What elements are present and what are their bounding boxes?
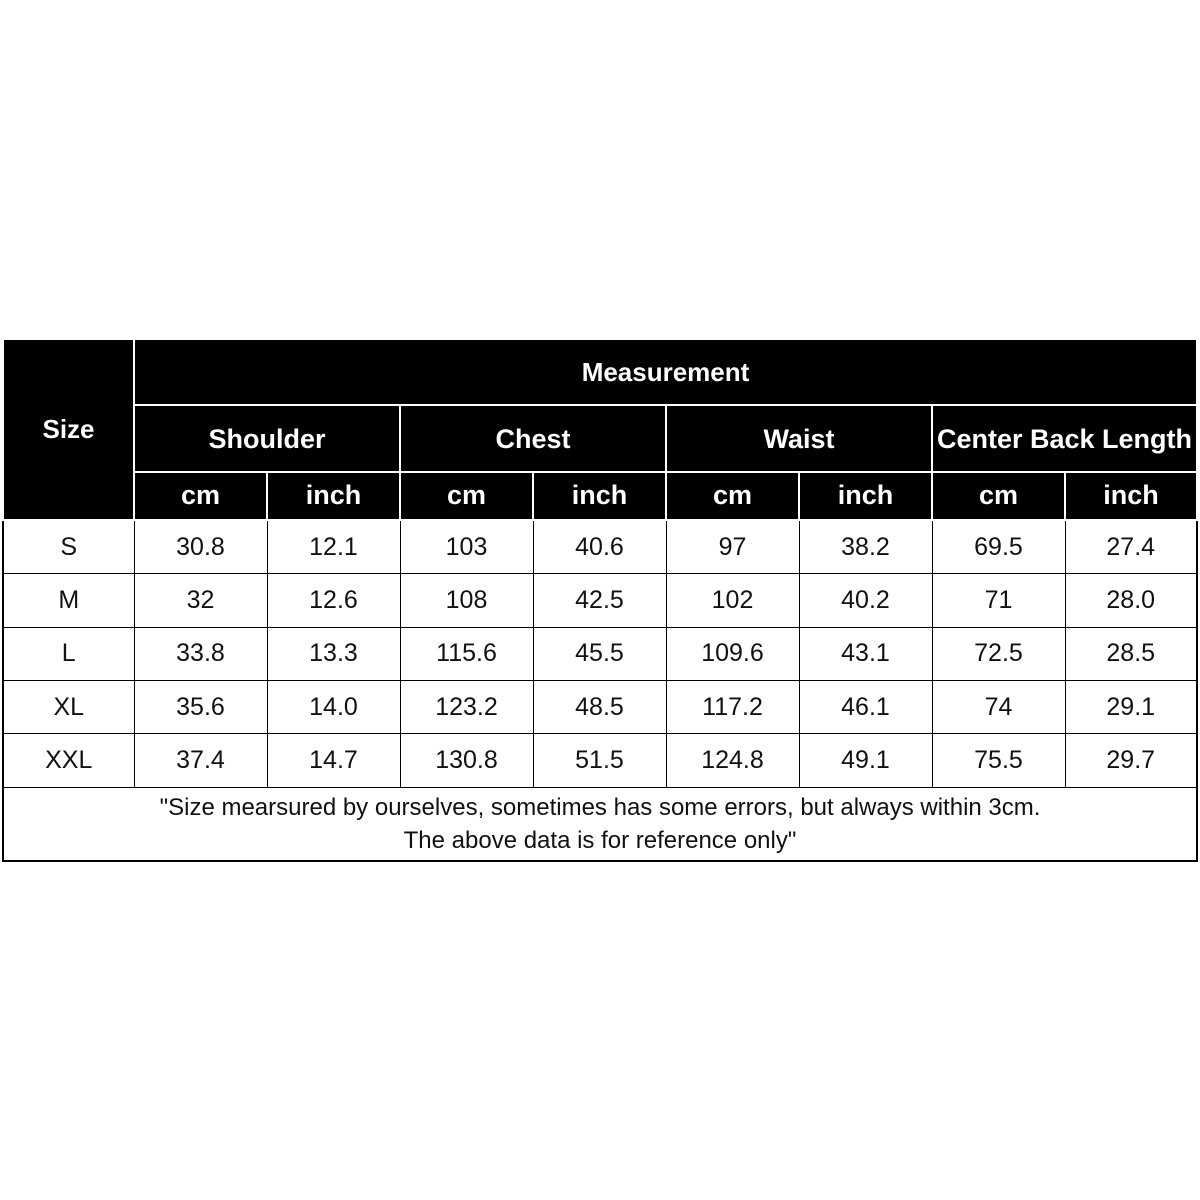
- value-cell: 28.5: [1065, 627, 1197, 680]
- group-header-shoulder: Shoulder: [134, 405, 400, 471]
- value-cell: 38.2: [799, 520, 932, 574]
- group-header-center-back-length: Center Back Length: [932, 405, 1197, 471]
- size-cell: XL: [3, 680, 134, 733]
- value-cell: 108: [400, 574, 533, 627]
- value-cell: 97: [666, 520, 799, 574]
- value-cell: 49.1: [799, 734, 932, 787]
- value-cell: 51.5: [533, 734, 666, 787]
- value-cell: 12.6: [267, 574, 400, 627]
- value-cell: 109.6: [666, 627, 799, 680]
- value-cell: 72.5: [932, 627, 1065, 680]
- table-row: [3, 520, 1197, 574]
- size-cell: M: [3, 574, 134, 627]
- value-cell: 45.5: [533, 627, 666, 680]
- value-cell: 124.8: [666, 734, 799, 787]
- value-cell: 103: [400, 520, 533, 574]
- value-cell: 30.8: [134, 520, 267, 574]
- value-cell: 69.5: [932, 520, 1065, 574]
- reference-note: [3, 787, 1197, 861]
- value-cell: 43.1: [799, 627, 932, 680]
- unit-header: inch: [267, 472, 400, 520]
- size-cell: L: [3, 627, 134, 680]
- unit-header: inch: [533, 472, 666, 520]
- header-row-measurement: [3, 339, 1197, 405]
- value-cell: 29.7: [1065, 734, 1197, 787]
- unit-header: cm: [932, 472, 1065, 520]
- value-cell: 130.8: [400, 734, 533, 787]
- value-cell: 32: [134, 574, 267, 627]
- table-row: [3, 627, 1197, 680]
- unit-header: cm: [666, 472, 799, 520]
- table-row: [3, 574, 1197, 627]
- note-line-2: The above data is for reference only": [403, 826, 797, 854]
- table-row: [3, 734, 1197, 787]
- value-cell: 28.0: [1065, 574, 1197, 627]
- unit-header: inch: [799, 472, 932, 520]
- value-cell: 42.5: [533, 574, 666, 627]
- value-cell: 14.7: [267, 734, 400, 787]
- value-cell: 102: [666, 574, 799, 627]
- value-cell: 12.1: [267, 520, 400, 574]
- value-cell: 75.5: [932, 734, 1065, 787]
- value-cell: 115.6: [400, 627, 533, 680]
- size-cell: S: [3, 520, 134, 574]
- value-cell: 13.3: [267, 627, 400, 680]
- group-header-chest: Chest: [400, 405, 666, 471]
- value-cell: 14.0: [267, 680, 400, 733]
- value-cell: 35.6: [134, 680, 267, 733]
- value-cell: 29.1: [1065, 680, 1197, 733]
- header-row-units: [3, 472, 1197, 520]
- value-cell: 33.8: [134, 627, 267, 680]
- value-cell: 48.5: [533, 680, 666, 733]
- value-cell: 27.4: [1065, 520, 1197, 574]
- note-row: [3, 787, 1197, 861]
- value-cell: 37.4: [134, 734, 267, 787]
- value-cell: 117.2: [666, 680, 799, 733]
- size-column-header: Size: [3, 339, 134, 520]
- value-cell: 123.2: [400, 680, 533, 733]
- unit-header: cm: [400, 472, 533, 520]
- value-cell: 40.6: [533, 520, 666, 574]
- measurement-header: Measurement: [134, 339, 1197, 405]
- table-row: [3, 680, 1197, 733]
- size-cell: XXL: [3, 734, 134, 787]
- value-cell: 71: [932, 574, 1065, 627]
- value-cell: 40.2: [799, 574, 932, 627]
- value-cell: 46.1: [799, 680, 932, 733]
- value-cell: 74: [932, 680, 1065, 733]
- size-chart-table: [2, 338, 1198, 862]
- note-line-1: "Size mearsured by ourselves, sometimes has some errors, but always within 3cm.: [159, 793, 1041, 821]
- unit-header: cm: [134, 472, 267, 520]
- header-row-groups: [3, 405, 1197, 471]
- unit-header: inch: [1065, 472, 1197, 520]
- group-header-waist: Waist: [666, 405, 932, 471]
